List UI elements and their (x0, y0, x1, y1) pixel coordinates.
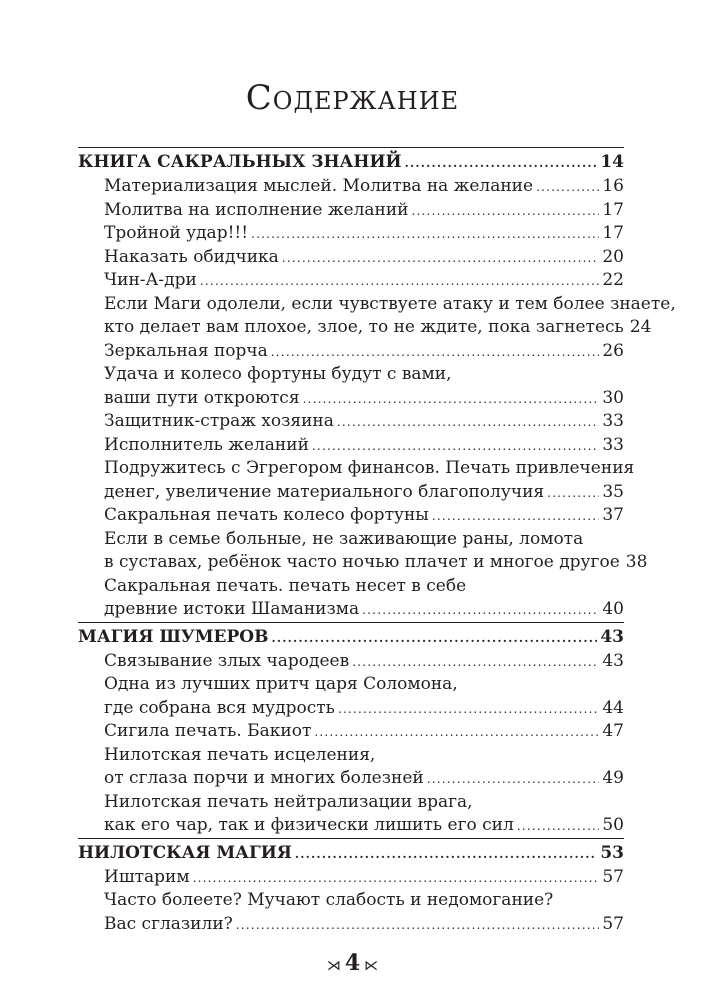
entry-page-number: 40 (602, 599, 624, 619)
entry-title: Тройной удар!!! (104, 223, 249, 243)
entry-title: Если Маги одолели, если чувствуете атаку и тем более знаете, (104, 293, 676, 314)
toc-entry-line[interactable] (78, 457, 635, 481)
entry-title: Сакральная печать колесо фортуны (104, 505, 429, 525)
entry-title: Сигила печать. Бакиот (104, 721, 312, 741)
toc-section-heading[interactable] (78, 150, 624, 175)
toc-entry-line[interactable] (78, 673, 624, 697)
dot-leader (338, 698, 599, 722)
page-number: 4 (344, 950, 361, 976)
entry-page-number: 44 (602, 697, 624, 718)
dot-leader (314, 721, 599, 745)
toc-entry-line[interactable] (78, 551, 648, 575)
entry-title: Исполнитель желаний (104, 434, 309, 455)
toc-entry-line[interactable] (78, 387, 624, 411)
dot-leader (337, 411, 599, 435)
page-footer (0, 950, 705, 976)
entry-title: Подружитесь с Эгрегором финансов. Печать привлечения (104, 458, 635, 478)
entry-title: Защитник-страж хозяина (104, 411, 334, 431)
dot-leader (412, 200, 600, 224)
toc-entry-line[interactable] (78, 598, 624, 622)
entry-title: Удача и колесо фортуны будут с вами, (104, 364, 452, 384)
entry-title: как его чар, так и физически лишить его сил (104, 815, 514, 835)
dot-leader (251, 223, 599, 247)
section-title: МАГИЯ ШУМЕРОВ (78, 626, 269, 647)
toc-entry-line[interactable] (78, 767, 624, 791)
toc-entry-line[interactable] (78, 814, 624, 838)
toc-entry-line[interactable] (78, 269, 624, 293)
entry-title: где собрана вся мудрость (104, 697, 335, 718)
entry-title: ваши пути откроются (104, 387, 300, 408)
entry-page-number: 37 (602, 505, 624, 525)
entry-page-number: 35 (602, 481, 624, 502)
dot-leader (312, 435, 599, 459)
entry-title: от сглаза порчи и многих болезней (104, 768, 424, 788)
entry-title: Нилотская печать исцеления, (104, 744, 376, 765)
entry-title: Чин-А-дри (104, 270, 197, 290)
entry-title: древние истоки Шаманизма (104, 599, 360, 619)
entry-title: Сакральная печать. печать несет в себе (104, 575, 467, 596)
entry-page-number: 30 (602, 387, 624, 408)
dot-leader (295, 842, 598, 867)
toc-entry-line[interactable] (78, 720, 624, 744)
entry-page-number: 16 (602, 176, 624, 196)
section-title: КНИГА САКРАЛЬНЫХ ЗНАНИЙ (78, 152, 402, 172)
toc-entry-line[interactable] (78, 575, 624, 599)
entry-page-number: 24 (629, 317, 652, 337)
toc-entry-line[interactable] (78, 528, 624, 552)
toc-section (78, 838, 624, 937)
dot-leader (236, 914, 600, 938)
dot-leader (517, 815, 600, 839)
entry-page-number: 47 (602, 721, 624, 741)
section-title: НИЛОТСКАЯ МАГИЯ (78, 842, 292, 863)
dot-leader (282, 247, 600, 271)
toc-entry-line[interactable] (78, 866, 624, 890)
entry-title: Одна из лучших притч царя Соломона, (104, 674, 458, 694)
entry-page-number: 49 (602, 768, 624, 788)
toc-entry-line[interactable] (78, 199, 624, 223)
dot-leader (405, 151, 598, 176)
ornament-left-icon: ⋊ (326, 958, 341, 974)
ornament-right-icon: ⋉ (364, 958, 379, 974)
entry-title: Если в семье больные, не заживающие раны, ломота (104, 528, 584, 549)
dot-leader (200, 270, 600, 294)
entry-page-number: 26 (602, 340, 624, 361)
page-title: Содержание (245, 78, 460, 118)
toc-section (78, 622, 624, 838)
entry-title: Связывание злых чародеев (104, 650, 350, 671)
table-of-contents (78, 147, 676, 936)
entry-page-number: 57 (602, 913, 624, 934)
dot-leader (352, 651, 599, 675)
toc-section-heading[interactable] (78, 625, 624, 650)
section-page-number: 14 (600, 152, 624, 172)
toc-entry-line[interactable] (78, 410, 624, 434)
toc-entry-line[interactable] (78, 316, 652, 340)
toc-entry-line[interactable] (78, 340, 624, 364)
entry-title: Зеркальная порча (104, 340, 268, 361)
toc-section (78, 147, 676, 622)
section-page-number: 53 (600, 842, 624, 863)
toc-entry-line[interactable] (78, 363, 624, 387)
dot-leader (271, 626, 597, 651)
entry-page-number: 38 (625, 552, 648, 572)
entry-title: в суставах, ребёнок часто ночью плачет и многое другое (104, 552, 620, 572)
toc-entry-line[interactable] (78, 293, 676, 317)
toc-entry-line[interactable] (78, 434, 624, 458)
entry-title: Материализация мыслей. Молитва на желание (104, 176, 534, 196)
entry-page-number: 57 (602, 866, 624, 887)
dot-leader (427, 768, 600, 792)
entry-title: Иштарим (104, 866, 190, 887)
dot-leader (303, 388, 600, 412)
entry-page-number: 20 (602, 246, 624, 267)
entry-title: Нилотская печать нейтрализации врага, (104, 791, 473, 812)
entry-title: Молитва на исполнение желаний (104, 199, 409, 220)
toc-entry-line[interactable] (78, 697, 624, 721)
toc-entry-line[interactable] (78, 791, 624, 815)
dot-leader (432, 505, 600, 529)
section-page-number: 43 (600, 626, 624, 647)
entry-page-number: 50 (602, 815, 624, 835)
toc-entry-line[interactable] (78, 650, 624, 674)
dot-leader (271, 341, 600, 365)
entry-page-number: 22 (602, 270, 624, 290)
toc-entry-line[interactable] (78, 175, 624, 199)
dot-leader (547, 482, 599, 506)
toc-entry-line[interactable] (78, 504, 624, 528)
toc-entry-line[interactable] (78, 246, 624, 270)
toc-entry-line[interactable] (78, 222, 624, 246)
entry-title: Часто болеете? Мучают слабость и недомогание? (104, 890, 554, 910)
toc-entry-line[interactable] (78, 744, 624, 768)
entry-title: кто делает вам плохое, злое, то не ждите, пока загнетесь (104, 317, 624, 337)
entry-page-number: 17 (602, 199, 624, 220)
dot-leader (193, 867, 600, 891)
dot-leader (362, 599, 599, 623)
entry-page-number: 33 (602, 434, 624, 455)
toc-entry-line[interactable] (78, 481, 624, 505)
toc-section-heading[interactable] (78, 841, 624, 866)
entry-title: денег, увеличение материального благополучия (104, 481, 545, 502)
entry-title: Наказать обидчика (104, 246, 279, 267)
entry-page-number: 43 (602, 650, 624, 671)
toc-entry-line[interactable] (78, 913, 624, 937)
entry-page-number: 17 (602, 223, 624, 243)
dot-leader (536, 176, 599, 200)
entry-title: Вас сглазили? (104, 913, 233, 934)
toc-entry-line[interactable] (78, 889, 624, 913)
entry-page-number: 33 (602, 411, 624, 431)
